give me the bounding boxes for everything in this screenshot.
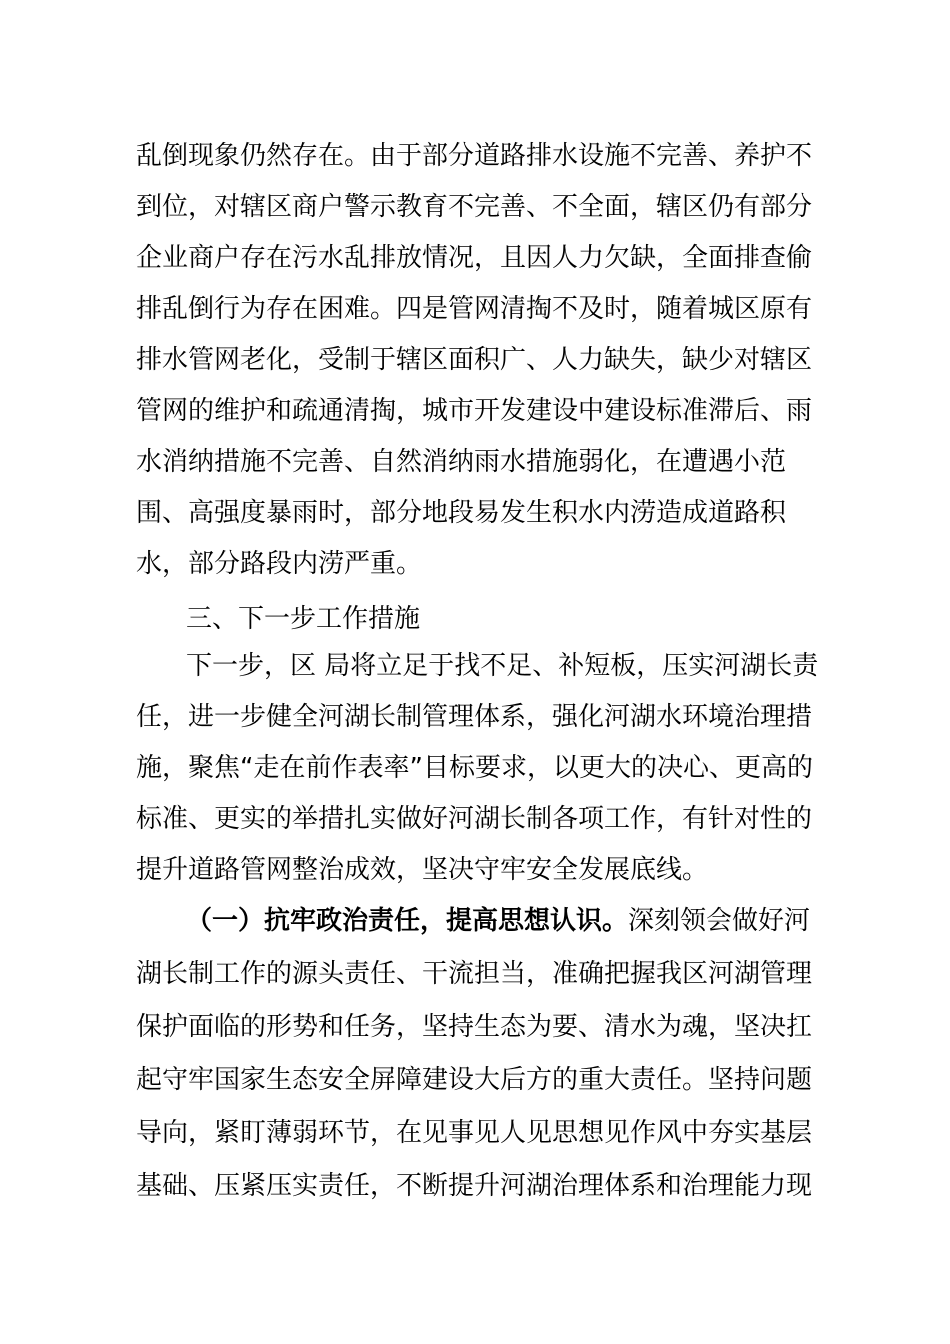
text-line: 下一步，区 局将立足于找不足、补短板，压实河湖长责 bbox=[186, 651, 819, 681]
text-line: 保护面临的形势和任务，坚持生态为要、清水为魂，坚决扛 bbox=[136, 1012, 813, 1042]
text-line: 标准、更实的举措扎实做好河湖长制各项工作，有针对性的 bbox=[136, 804, 813, 834]
text-line: 管网的维护和疏通清掏，城市开发建设中建设标准滞后、雨 bbox=[136, 396, 813, 426]
text-line: 基础、压紧压实责任，不断提升河湖治理体系和治理能力现 bbox=[136, 1171, 813, 1201]
text-line bbox=[186, 903, 810, 939]
text-line: 到位，对辖区商户警示教育不完善、不全面，辖区仍有部分 bbox=[136, 192, 813, 222]
text-line: 导向，紧盯薄弱环节，在见事见人见思想见作风中夯实基层 bbox=[136, 1118, 813, 1148]
text-line: 任，进一步健全河湖长制管理体系，强化河湖水环境治理措 bbox=[136, 702, 813, 732]
text-line: 排乱倒行为存在困难。四是管网清掏不及时，随着城区原有 bbox=[136, 294, 813, 324]
text-line: 起守牢国家生态安全屏障建设大后方的重大责任。坚持问题 bbox=[136, 1065, 813, 1095]
text-line: 施，聚焦“走在前作表率”目标要求，以更大的决心、更高的 bbox=[136, 753, 813, 783]
text-line: 企业商户存在污水乱排放情况，且因人力欠缺，全面排查偷 bbox=[136, 243, 813, 273]
text-line: 提升道路管网整治成效，坚决守牢安全发展底线。 bbox=[136, 855, 709, 885]
heading-text: 三、下一步工作措施 bbox=[186, 604, 421, 634]
text-line: 水消纳措施不完善、自然消纳雨水措施弱化，在遭遇小范 bbox=[136, 447, 787, 477]
bold-lead: （一）抗牢政治责任，提高思想认识。 bbox=[186, 906, 629, 936]
lead-rest: 深刻领会做好河 bbox=[628, 906, 811, 936]
text-line: 排水管网老化，受制于辖区面积广、人力缺失，缺少对辖区 bbox=[136, 345, 813, 375]
text-line: 湖长制工作的源头责任、干流担当，准确把握我区河湖管理 bbox=[136, 959, 813, 989]
text-line: 围、高强度暴雨时，部分地段易发生积水内涝造成道路积 bbox=[136, 498, 787, 528]
text-line: 乱倒现象仍然存在。由于部分道路排水设施不完善、养护不 bbox=[136, 141, 813, 171]
text-line: 水，部分路段内涝严重。 bbox=[136, 549, 423, 579]
